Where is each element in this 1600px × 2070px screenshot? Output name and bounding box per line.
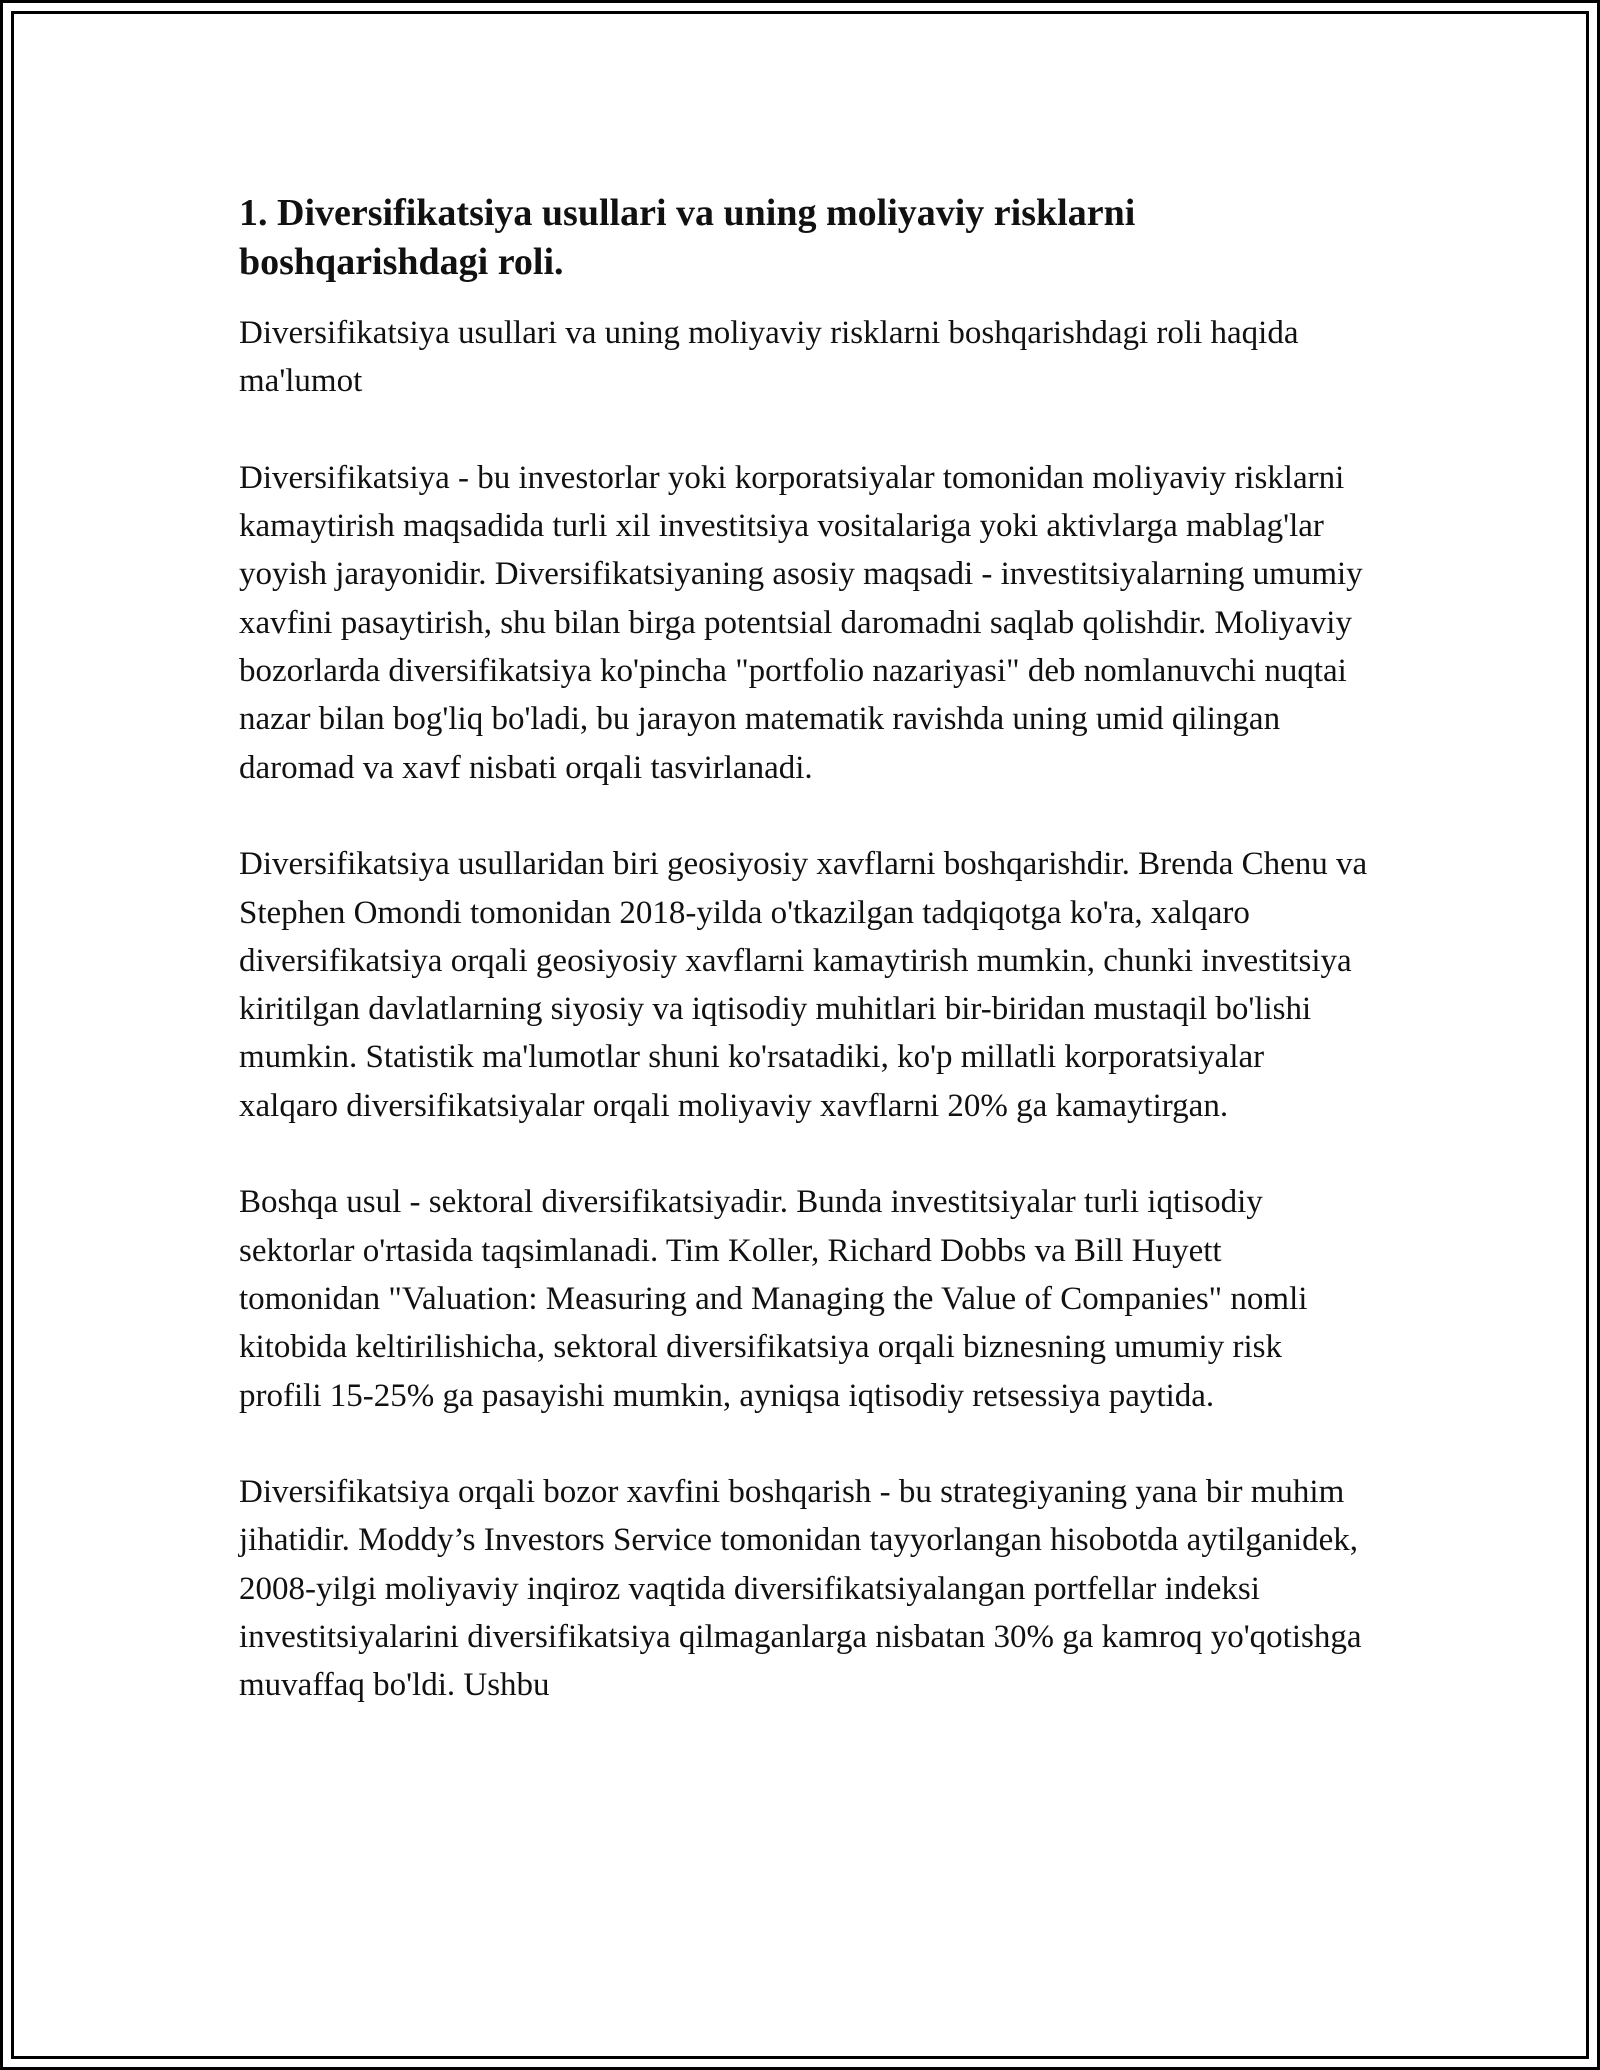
market-risk-paragraph: Diversifikatsiya orqali bozor xavfini boshqarish - bu strategiyaning yana bir muhim jihatidir. Moddy’s Investors Service tomonidan tayyorlangan hisobotda aytilganidek, 2008-yilgi moliyaviy inqiroz vaqtida diversifikatsiyalangan portfellar indeksi investitsiyalarini diversifikatsiya qilmaganlarga nisbatan 30% ga kamroq yo'qotishga muvaffaq bo'ldi. Ushbu [239, 1474, 1362, 1704]
sectoral-paragraph: Boshqa usul - sektoral diversifikatsiyadir. Bunda investitsiyalar turli iqtisodiy sektorlar o'rtasida taqsimlanadi. Tim Koller, Richard Dobbs va Bill Huyett tomonidan "Valuation: Measuring and Managing the Value of Companies" nomli kitobida keltirilishicha, sektoral diversifikatsiya orqali biznesning umumiy risk profili 15-25% ga pasayishi mumkin, ayniqsa iqtisodiy retsessiya paytida. [239, 1184, 1308, 1414]
geopolitical-paragraph: Diversifikatsiya usullaridan biri geosiyosiy xavflarni boshqarishdir. Brenda Chenu va Stephen Omondi tomonidan 2018-yilda o'tkazilgan tadqiqotga ko'ra, xalqaro diversifikatsiya orqali geosiyosiy xavflarni kamaytirish mumkin, chunki investitsiya kiritilgan davlatlarning siyosiy va iqtisodiy muhitlari bir-biridan mustaqil bo'lishi mumkin. Statistik ma'lumotlar shuni ko'rsatadiki, ko'p millatli korporatsiyalar xalqaro diversifikatsiyalar orqali moliyaviy xavflarni 20% ga kamaytirgan. [239, 846, 1368, 1124]
intro-paragraph: Diversifikatsiya usullari va uning moliyaviy risklarni boshqarishdagi roli haqida ma'lumot [239, 315, 1299, 400]
section-heading: 1. Diversifikatsiya usullari va uning moliyaviy risklarni boshqarishdagi roli. [239, 192, 1136, 283]
definition-paragraph: Diversifikatsiya - bu investorlar yoki korporatsiyalar tomonidan moliyaviy risklarni kamaytirish maqsadida turli xil investitsiya vositalariga yoki aktivlarga mablag'lar yoyish jarayonidir. Diversifikatsiyaning asosiy maqsadi - investitsiyalarning umumiy xavfini pasaytirish, shu bilan birga potentsial daromadni saqlab qolishdir. Moliyaviy bozorlarda diversifikatsiya ko'pincha "portfolio nazariyasi" deb nomlanuvchi nuqtai nazar bilan bog'liq bo'ladi, bu jarayon matematik ravishda uning umid qilingan daromad va xavf nisbati orqali tasvirlanadi. [239, 459, 1363, 786]
document-body [239, 189, 1369, 1758]
